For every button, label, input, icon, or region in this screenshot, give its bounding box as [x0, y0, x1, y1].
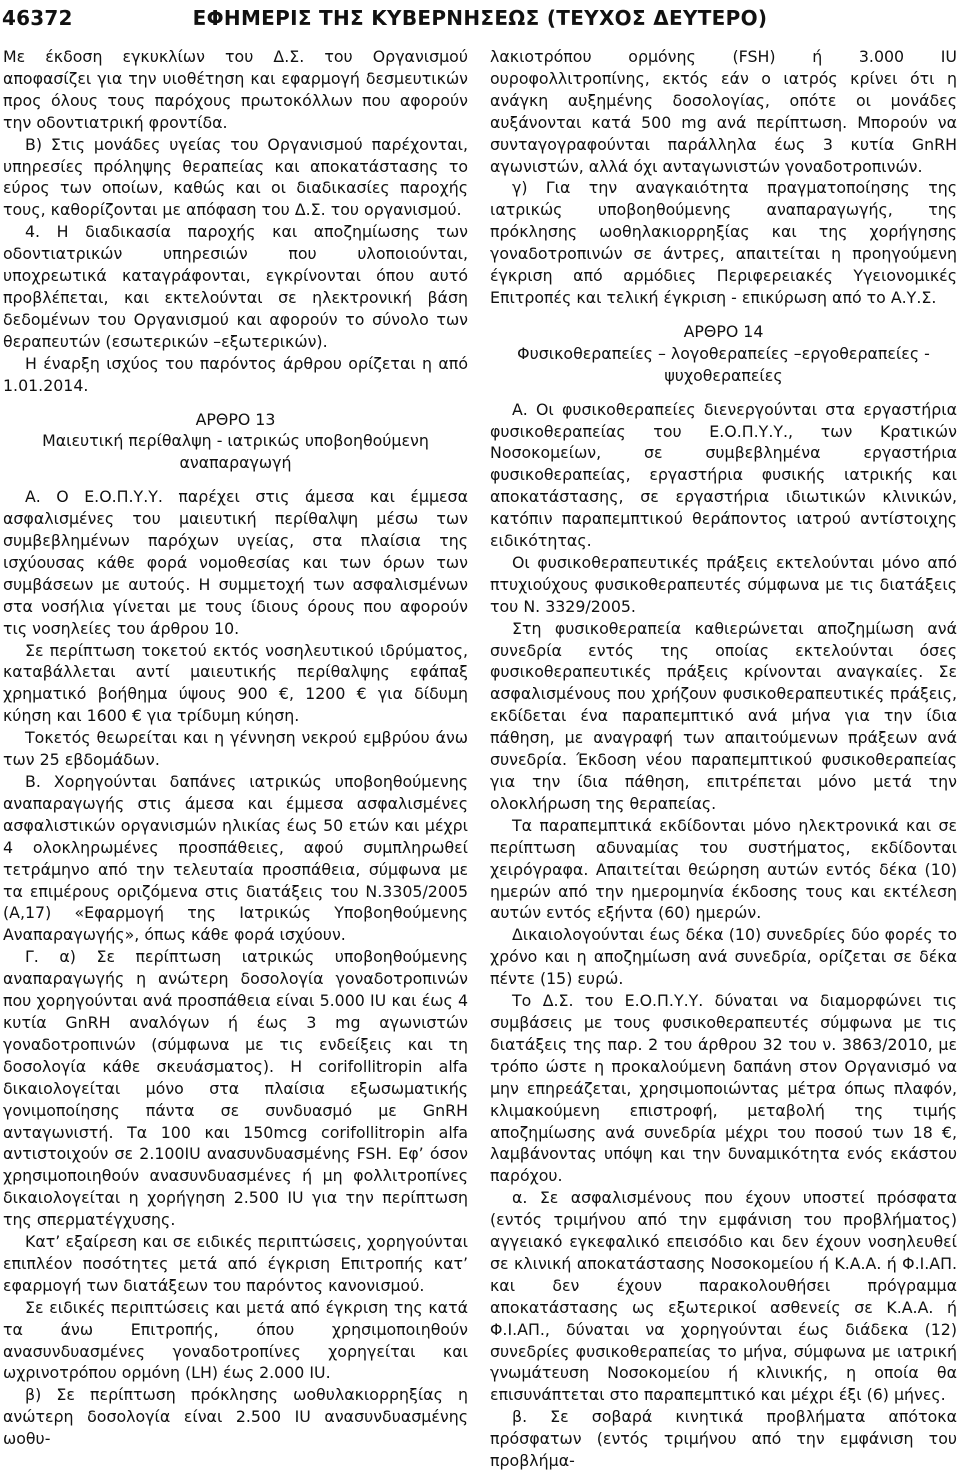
paragraph: β) Σε περίπτωση πρόκλησης ωοθυλακιορρηξίας η ανώτερη δοσολογία είναι 2.500 IU ανασυνδυασμένης ωοθυ-	[3, 1385, 468, 1449]
paragraph: Οι φυσικοθεραπευτικές πράξεις εκτελούνται μόνο από πτυχιούχους φυσικοθεραπευτές σύμφωνα με τις διατάξεις του Ν. 3329/2005.	[490, 552, 957, 616]
paragraph: 4. Η διαδικασία παροχής και αποζημίωσης των οδοντιατρικών υπηρεσιών που υλοποιούνται, υποχρεωτικά καταγράφονται, εγκρίνονται όπου αυτό προβλέπεται, και εκτελούνται σε ηλεκτρονική βάση δεδομένων του Οργανισμού και αφορούν το σύνολο των θεραπευτών (εσωτερικών –εξωτερικών).	[3, 222, 468, 351]
paragraph: β. Σε σοβαρά κινητικά προβλήματα απότοκα πρόσφατων (εντός τριμήνου από την εμφάνιση του προβλήμα-	[490, 1407, 957, 1471]
paragraph: Α. Ο Ε.Ο.Π.Υ.Υ. παρέχει στις άμεσα και έμμεσα ασφαλισμένες του μαιευτική περίθαλψη μέσω των συμβεβλημένων παρόχων υγείας, στα πλαίσια της ισχύουσας κάθε φορά νομοθεσίας και των όρων των συμβάσεων με αυτούς. Η συμμετοχή των ασφαλισμένων στα νοσήλια γίνεται με τους ίδιους όρους που αφορούν τις νοσηλείες του άρθρου 10.	[3, 487, 468, 638]
page-header	[0, 6, 960, 32]
paragraph: Δικαιολογούνται έως δέκα (10) συνεδρίες δύο φορές το χρόνο και η αποζημίωση ανά συνεδρία, ορίζεται σε δέκα πέντε (15) ευρώ.	[490, 925, 957, 989]
article-title: Μαιευτική περίθαλψη - ιατρικώς υποβοηθούμενη αναπαραγωγή	[42, 431, 429, 473]
paragraph: Στη φυσικοθεραπεία καθιερώνεται αποζημίωση ανά συνεδρία εντός της οποίας εκτελούνται όσες φυσικοθεραπευτικές πράξεις κρίνονται αναγκαίες. Σε ασφαλισμένους που χρήζουν φυσικοθεραπευτικές πράξεις, εκδίδεται ένα παραπεμπτικό ανά μήνα για την ίδια πάθηση, με αναγραφή των απαιτούμενων πράξεων ανά συνεδρία. Έκδοση νέου παραπεμπτικού φυσικοθεραπείας για την ίδια πάθηση, επιτρέπεται μόνο μετά την ολοκλήρωση της θεραπείας.	[490, 618, 957, 813]
article-heading: ΑΡΘΡΟ 13	[195, 409, 276, 429]
paragraph: Κατ’ εξαίρεση και σε ειδικές περιπτώσεις, χορηγούνται επιπλέον ποσότητες μετά από έγκριση Επιτροπής κατ’ εφαρμογή των διατάξεων του παρόντος κανονισμού.	[3, 1232, 468, 1295]
paragraph: Α. Οι φυσικοθεραπείες διενεργούνται στα εργαστήρια φυσικοθεραπείας του Ε.Ο.Π.Υ.Υ., των Κρατικών Νοσοκομείων, σε συμβεβλημένα εργαστήρια φυσικοθεραπείας, εργαστήρια φυσικής ιατρικής και αποκατάστασης, σε εργαστήρια ιδιωτικών κλινικών, κατόπιν παραπεμπτικού θεράποντος ιατρού αντίστοιχης ειδικότητας.	[490, 399, 957, 551]
paragraph: Σε περίπτωση τοκετού εκτός νοσηλευτικού ιδρύματος, καταβάλλεται αντί μαιευτικής περίθαλψης εφάπαξ χρηματικό βοήθημα ύψους 900 €, 1200 € για δίδυμη κύηση και 1600 € για τρίδυμη κύηση.	[3, 640, 468, 726]
paragraph: Τοκετός θεωρείται και η γέννηση νεκρού εμβρύου άνω των 25 εβδομάδων.	[3, 728, 468, 770]
page-number: 46372	[2, 6, 73, 30]
paragraph: Β. Χορηγούνται δαπάνες ιατρικώς υποβοηθούμενης αναπαραγωγής στις άμεσα και έμμεσα ασφαλισμένες ασφαλιστικών οργανισμών ηλικίας έως 50 ετών και μέχρι 4 ολοκληρωμένες προσπάθειες, αφού συμπληρωθεί τετράμηνο από την τελευταία προσπάθεια, σύμφωνα με τα επιμέρους οριζόμενα στις διατάξεις του Ν.3305/2005 (Α,17) «Εφαρμογή της Ιατρικώς Υποβοηθούμενης Αναπαραγωγής», όπως κάθε φορά ισχύουν.	[3, 772, 468, 945]
article-heading: ΑΡΘΡΟ 14	[683, 321, 764, 341]
article-title: Φυσικοθεραπείες – λογοθεραπείες –εργοθεραπείες - ψυχοθεραπείες	[517, 343, 930, 385]
paragraph: λακιοτρόπου ορμόνης (FSH) ή 3.000 IU ουροφολλιτροπίνης, εκτός εάν ο ιατρός κρίνει ότι η ανάγκη αυξημένης δοσολογίας, οπότε οι μονάδες αυξάνονται κατά 500 mg ανά περίπτωση. Μπορούν να συνταγογραφούνται παράλληλα έως 3 κυτία GnRH αγωνιστών, αλλά όχι ανταγωνιστών γοναδοτροπινών.	[490, 47, 957, 176]
paragraph: Σε ειδικές περιπτώσεις και μετά από έγκριση της κατά τα άνω Επιτροπής, όπου χρησιμοποιηθούν ανασυνδυασμένες γοναδοτροπίνες χορηγείται και ωχρινοτρόπου ορμόνη (LH) έως 2.000 IU.	[3, 1297, 468, 1383]
right-column	[490, 46, 957, 1472]
gazette-title: ΕΦΗΜΕΡΙΣ ΤΗΣ ΚΥΒΕΡΝΗΣΕΩΣ (ΤΕΥΧΟΣ ΔΕΥΤΕΡΟ)	[192, 6, 768, 30]
paragraph: γ) Για την αναγκαιότητα πραγματοποίησης της ιατρικώς υποβοηθούμενης αναπαραγωγής, της πρόκλησης ωοθηλακιορρηξίας και της χορήγησης γοναδοτροπινών σε άντρες, απαιτείται η προηγούμενη έγκριση από αρμόδιες Περιφερειακές Υγειονομικές Επιτροπές και τελική έγκριση - επικύρωση από το Α.Υ.Σ.	[490, 178, 957, 307]
paragraph: Με έκδοση εγκυκλίων του Δ.Σ. του Οργανισμού αποφασίζει για την υιοθέτηση και εφαρμογή δεσμευτικών προς όλους τους παρόχους πρωτοκόλλων που αφορούν την οδοντιατρική φροντίδα.	[3, 47, 468, 132]
paragraph: Τα παραπεμπτικά εκδίδονται μόνο ηλεκτρονικά και σε περίπτωση αδυναμίας του συστήματος, εκδίδονται χειρόγραφα. Απαιτείται θεώρηση αυτών εντός δέκα (10) ημερών από την ημερομηνία έκδοσης τους και εκτέλεση αυτών εντός εξήντα (60) ημερών.	[490, 815, 957, 923]
paragraph: Β) Στις μονάδες υγείας του Οργανισμού παρέχονται, υπηρεσίες πρόληψης θεραπείας και αποκατάστασης το εύρος των οποίων, καθώς και οι διαδικασίες παροχής τους, καθορίζονται με απόφαση του Δ.Σ. του οργανισμού.	[3, 134, 468, 220]
paragraph: Το Δ.Σ. του Ε.Ο.Π.Υ.Υ. δύναται να διαμορφώνει τις συμβάσεις με τους φυσικοθεραπευτές σύμφωνα με τις διατάξεις της παρ. 2 του άρθρου 32 του ν. 3863/2010, με τρόπο ώστε η προκαλούμενη δαπάνη στον Οργανισμό να μην επηρεάζεται, χρησιμοποιώντας μέτρα όπως πλαφόν, κλιμακούμενη επιστροφή, μεταβολή της τιμής αποζημίωσης ανά συνεδρία μέχρι του ποσού των 18 €, λαμβάνοντας υπόψη και την δυναμικότητα ενός εκάστου παρόχου.	[490, 991, 957, 1186]
paragraph: Η έναρξη ισχύος του παρόντος άρθρου ορίζεται η από 1.01.2014.	[3, 353, 468, 395]
paragraph: Γ. α) Σε περίπτωση ιατρικώς υποβοηθούμενης αναπαραγωγής η ανώτερη δοσολογία γοναδοτροπινών που χορηγούνται ανά προσπάθεια είναι 5.000 IU και έως 4 κυτία GnRH αναλόγων ή έως 3 mg αγωνιστών γοναδοτροπινών (σύμφωνα με τις ενδείξεις και τη δοσολογία κάθε σκευάσματος). Η corifollitropin alfa δικαιολογείται μόνο στα πλαίσια εξωσωματικής γονιμοποίησης πάντα σε συνδυασμό με GnRH ανταγωνιστή. Τα 100 και 150mcg corifollitropin alfa αντιστοιχούν σε 2.100IU ανασυνδυασμένης FSH. Εφ’ όσον χρησιμοποιηθούν ανασυνδυασμένες ή μη φολλιτροπίνες δικαιολογείται η χορήγηση 2.500 IU για την περίπτωση της σπερματέγχυσης.	[3, 947, 468, 1230]
paragraph: α. Σε ασφαλισμένους που έχουν υποστεί πρόσφατα (εντός τριμήνου από την εμφάνιση του προβλήματος) αγγειακό εγκεφαλικό επεισόδιο και δεν έχουν νοσηλευθεί σε κλινική αποκατάστασης Νοσοκομείου ή Κ.Α.Α. ή Φ.Ι.ΑΠ. και δεν έχουν παρακολουθήσει πρόγραμμα αποκατάστασης ως εξωτερικοί ασθενείς σε Κ.Α.Α. ή Φ.Ι.ΑΠ., δύναται να χορηγούνται έως διάδεκα (12) συνεδρίες φυσικοθεραπείας το μήνα, σύμφωνα με ιατρική γνωμάτευση Νοσοκομείου ή κλινικής, η οποία θα επισυνάπτεται στο παραπεμπτικό και μέχρι έξι (6) μήνες.	[490, 1188, 957, 1405]
left-column	[3, 46, 468, 1450]
